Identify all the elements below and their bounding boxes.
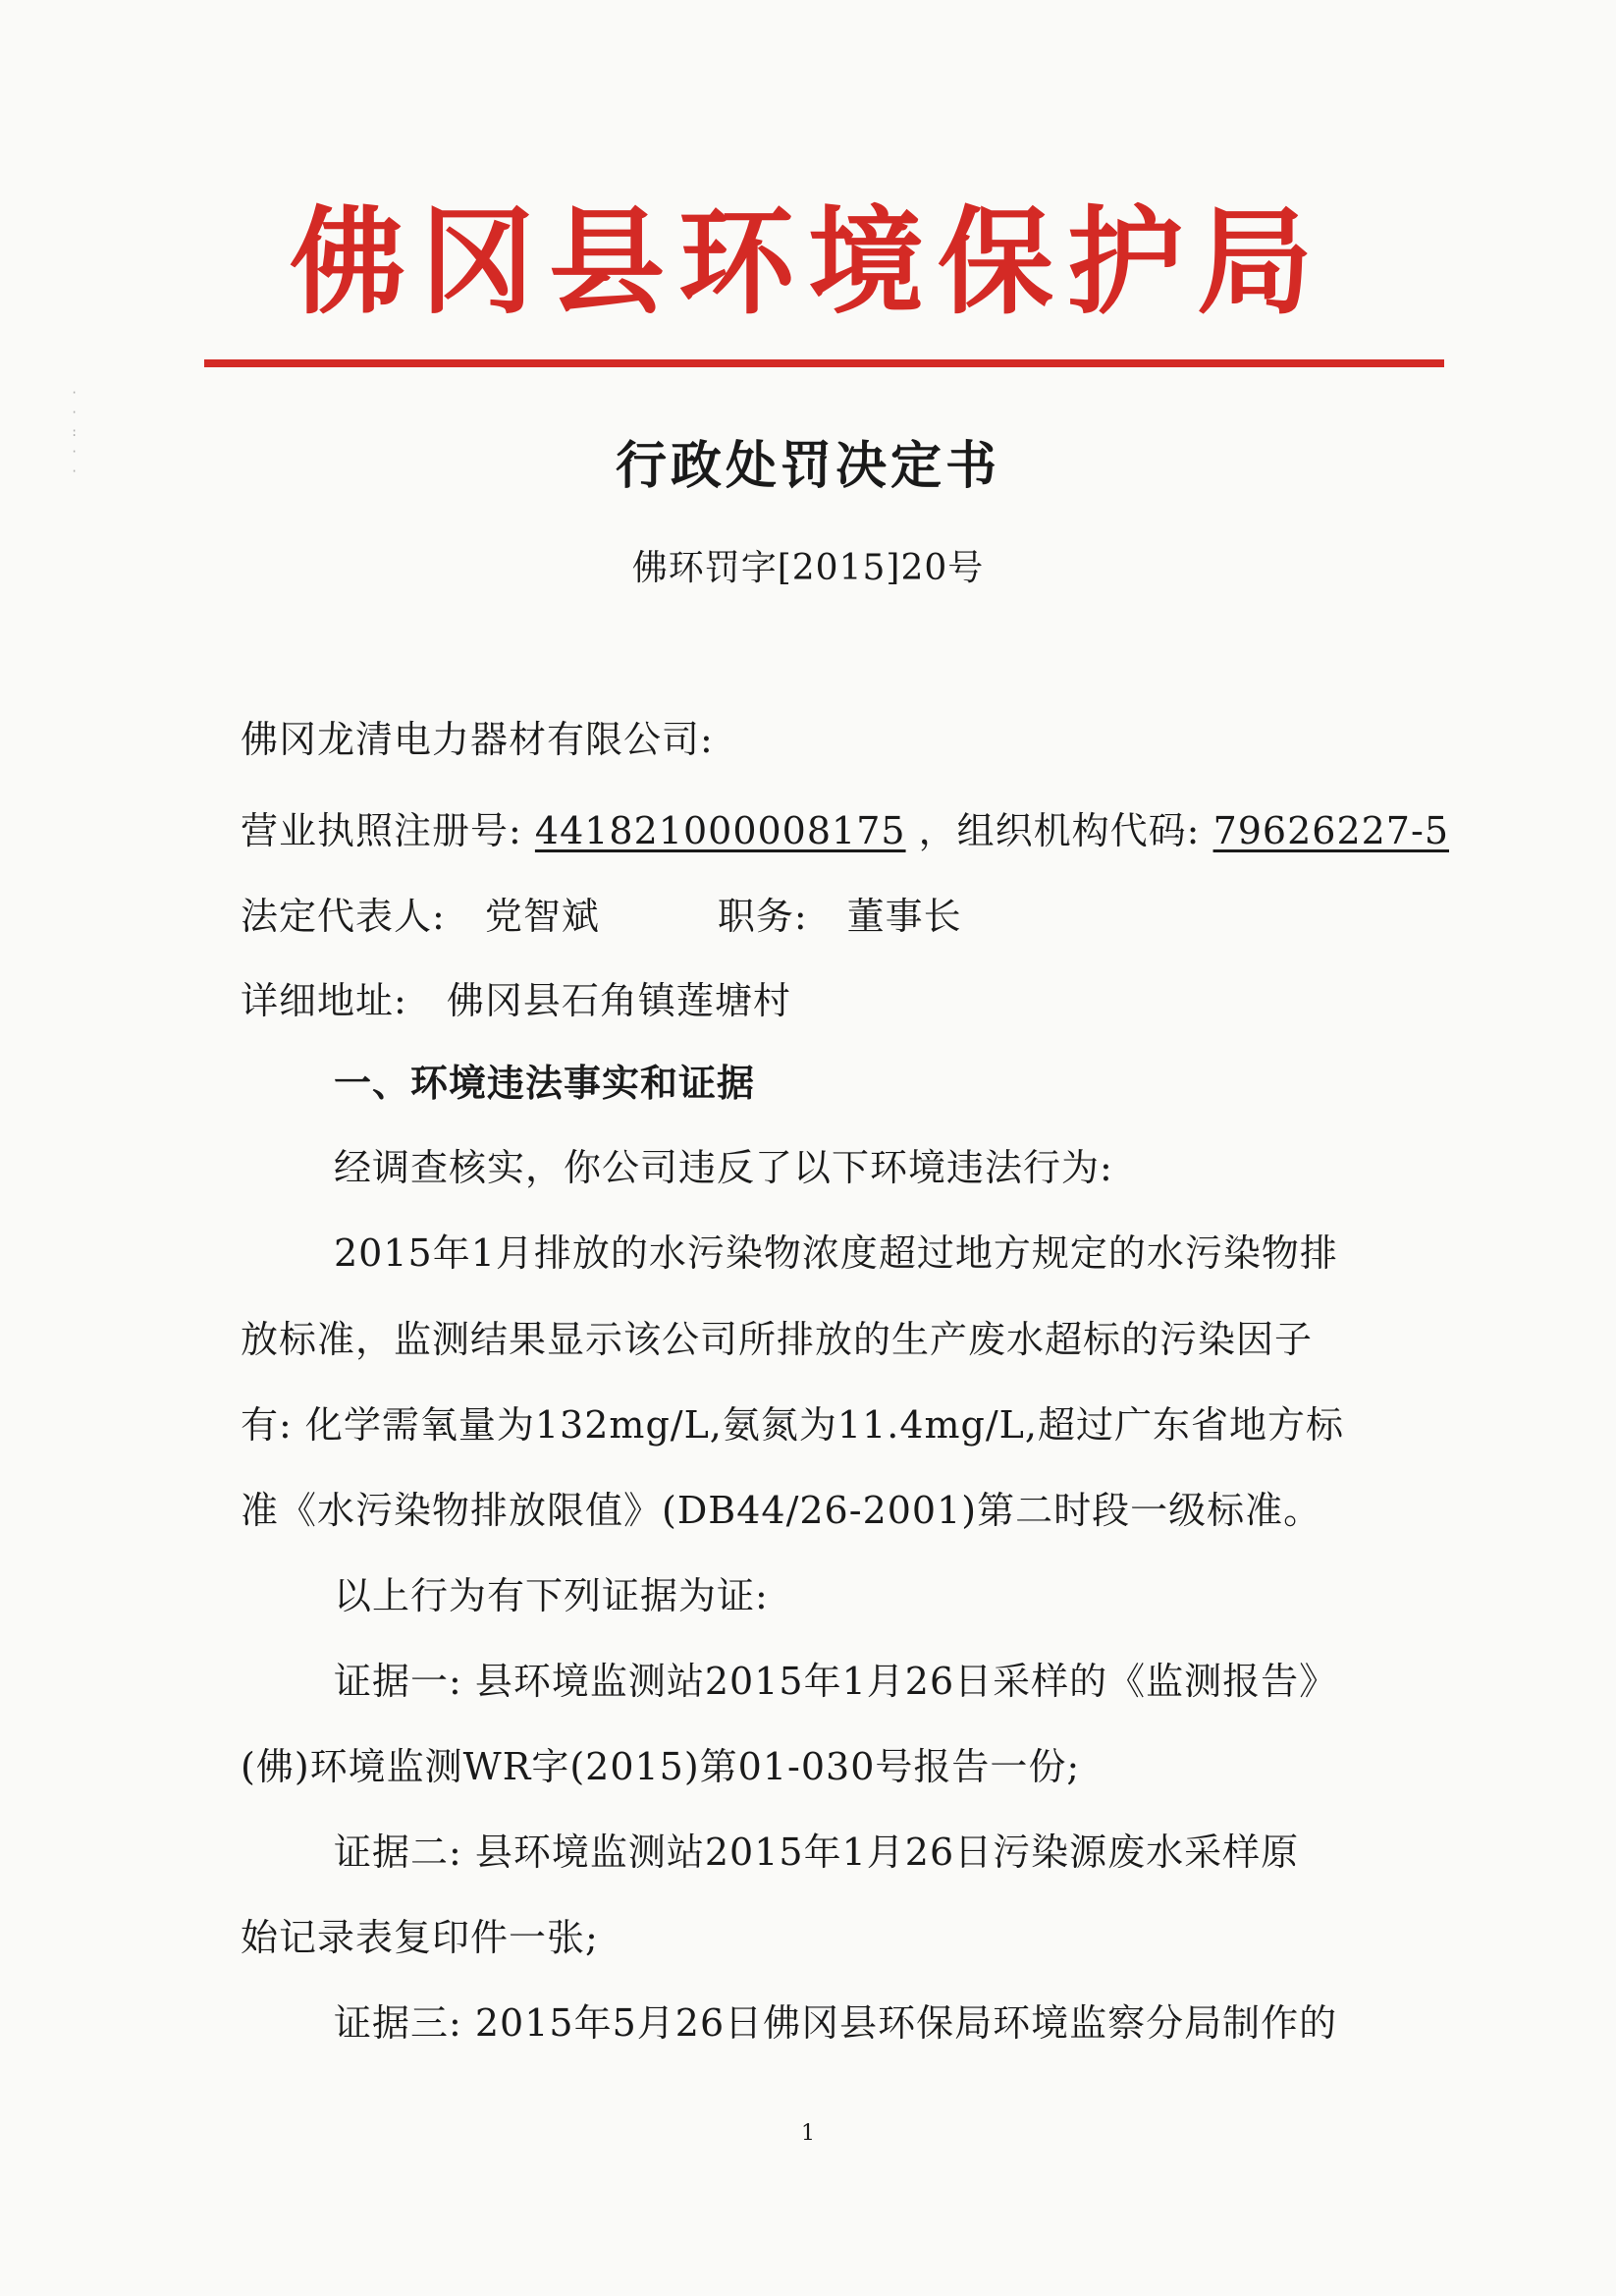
legal-rep-label: 法定代表人: (241, 895, 446, 938)
body-line: 以上行为有下列证据为证: (334, 1574, 769, 1617)
body-line: 证据二: 县环境监测站2015年1月26日污染源废水采样原 (334, 1831, 1300, 1874)
page-number: 1 (801, 2121, 815, 2146)
party-license-row (241, 800, 1449, 854)
legal-rep-value: 党智斌 (484, 895, 600, 938)
org-code-value: 79626227-5 (1212, 809, 1449, 852)
body-line: 证据一: 县环境监测站2015年1月26日采样的《监测报告》 (334, 1660, 1338, 1703)
letterhead-red-rule (204, 359, 1444, 367)
section1-heading: 一、环境违法事实和证据 (334, 1062, 756, 1105)
body-line: 2015年1月排放的水污染物浓度超过地方规定的水污染物排 (334, 1231, 1338, 1275)
document-title: 行政处罚决定书 (615, 437, 1000, 496)
license-label: 营业执照注册号: (241, 809, 522, 852)
binding-margin-marks: · · : · · (71, 386, 79, 478)
party-legal-rep-row (241, 886, 962, 940)
license-value: 441821000008175 (534, 809, 906, 852)
party-company: 佛冈龙清电力器材有限公司: (241, 718, 714, 761)
party-address-row (241, 970, 791, 1024)
address-label: 详细地址: (241, 979, 407, 1022)
body-line: 放标准，监测结果显示该公司所排放的生产废水超标的污染因子 (241, 1318, 1314, 1361)
body-line: 经调查核实，你公司违反了以下环境违法行为: (334, 1146, 1113, 1189)
body-line: (佛)环境监测WR字(2015)第01-030号报告一份; (241, 1745, 1081, 1788)
body-line: 证据三: 2015年5月26日佛冈县环保局环境监察分局制作的 (334, 2001, 1338, 2045)
address-value: 佛冈县石角镇莲塘村 (446, 979, 791, 1022)
letterhead-org-name: 佛冈县环境保护局 (289, 194, 1326, 330)
body-line: 准《水污染物排放限值》(DB44/26-2001)第二时段一级标准。 (241, 1489, 1322, 1532)
position-value: 董事长 (846, 895, 962, 938)
body-line: 有: 化学需氧量为132mg/L,氨氮为11.4mg/L,超过广东省地方标 (241, 1403, 1344, 1447)
body-line: 始记录表复印件一张; (241, 1916, 599, 1959)
position-label: 职务: (717, 895, 808, 938)
org-code-label: ，组织机构代码: (918, 809, 1201, 852)
document-number: 佛环罚字[2015]20号 (631, 548, 985, 588)
